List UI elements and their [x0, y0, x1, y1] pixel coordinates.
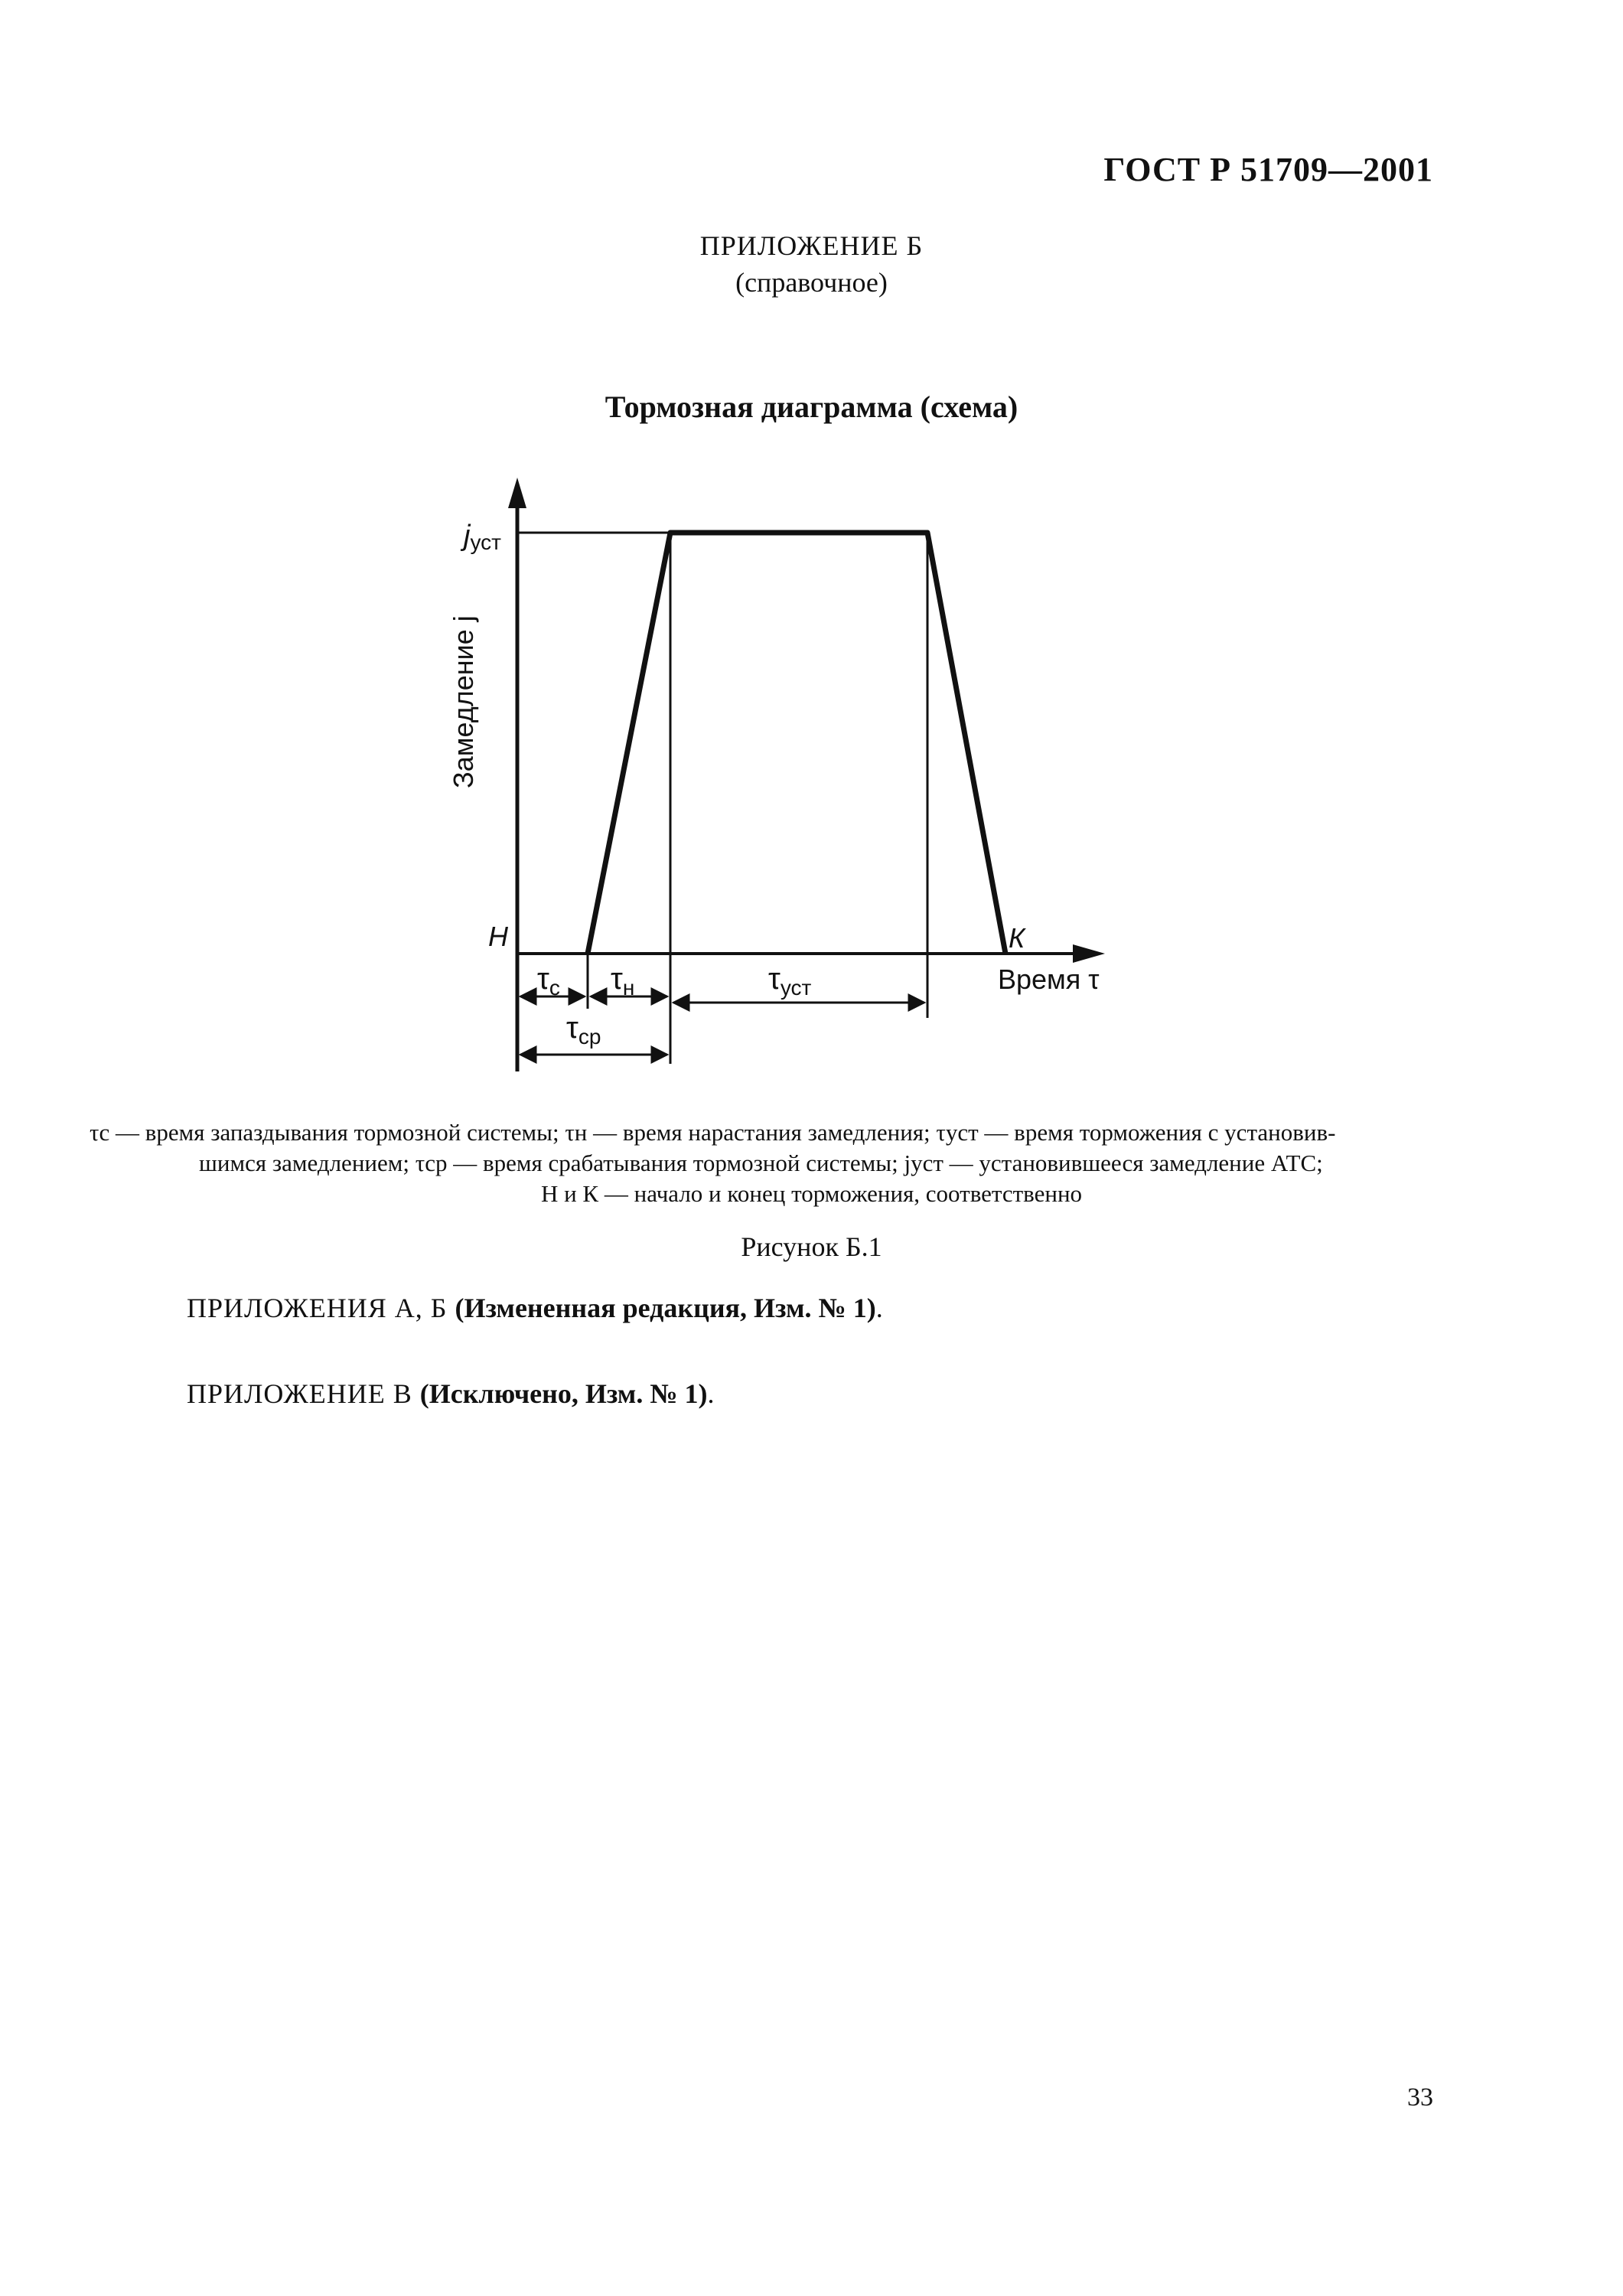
point-end-label: К — [1009, 922, 1025, 954]
annex-ab-note-text: ПРИЛОЖЕНИЯ А, Б — [187, 1293, 455, 1323]
annex-ab-note-bold: (Измененная редакция, Изм. № 1) — [455, 1293, 876, 1323]
annex-ab-note-end: . — [875, 1293, 884, 1323]
page-number: 33 — [1407, 2083, 1433, 2112]
annex-ab-note — [187, 1292, 884, 1324]
legend-line-2: шимся замедлением; τср — время срабатывания тормозной системы; jуст — установившееся замедление АТС; — [199, 1150, 1323, 1176]
x-axis-arrow — [1073, 944, 1105, 963]
tau-c-symbol: τ — [537, 962, 549, 996]
annex-v-note-end: . — [707, 1378, 715, 1409]
tau-c-subscript: с — [549, 976, 560, 1000]
j-ust-symbol: j — [464, 520, 471, 552]
y-axis-label: Замедление j — [448, 615, 479, 788]
document-standard-header: ГОСТ Р 51709—2001 — [1103, 151, 1433, 188]
tau-sr-label — [566, 1011, 601, 1049]
tau-n-symbol: τ — [611, 962, 623, 996]
tau-ust-subscript: уст — [780, 976, 812, 1000]
y-axis-arrow — [508, 478, 526, 508]
tau-ust-symbol: τ — [768, 962, 781, 996]
legend-line-1: τс — время запаздывания тормозной системы; τн — время нарастания замедления; τуст — время торможения с установив- — [90, 1119, 1336, 1146]
tau-ust-label — [768, 962, 811, 1000]
j-ust-subscript: уст — [470, 530, 501, 554]
annex-v-note-bold: (Исключено, Изм. № 1) — [419, 1378, 708, 1409]
tau-n-label — [611, 962, 634, 1000]
legend-line-3: Н и К — начало и конец торможения, соответственно — [540, 1180, 1083, 1207]
tau-n-subscript: н — [622, 976, 635, 1000]
tau-c-label — [537, 962, 560, 1000]
x-axis-label: Время τ — [998, 964, 1100, 995]
figure-title: Тормозная диаграмма (схема) — [605, 390, 1018, 424]
annex-subtitle: (справочное) — [735, 267, 888, 298]
figure-caption: Рисунок Б.1 — [741, 1231, 882, 1262]
annex-v-note-text: ПРИЛОЖЕНИЕ В — [187, 1378, 420, 1409]
point-start-label: Н — [488, 921, 508, 952]
tau-sr-symbol: τ — [566, 1011, 578, 1045]
annex-v-note — [187, 1378, 715, 1410]
annex-title: ПРИЛОЖЕНИЕ Б — [699, 230, 924, 261]
j-ust-label — [460, 520, 501, 554]
tau-sr-subscript: ср — [578, 1025, 601, 1049]
deceleration-curve — [588, 533, 1005, 954]
